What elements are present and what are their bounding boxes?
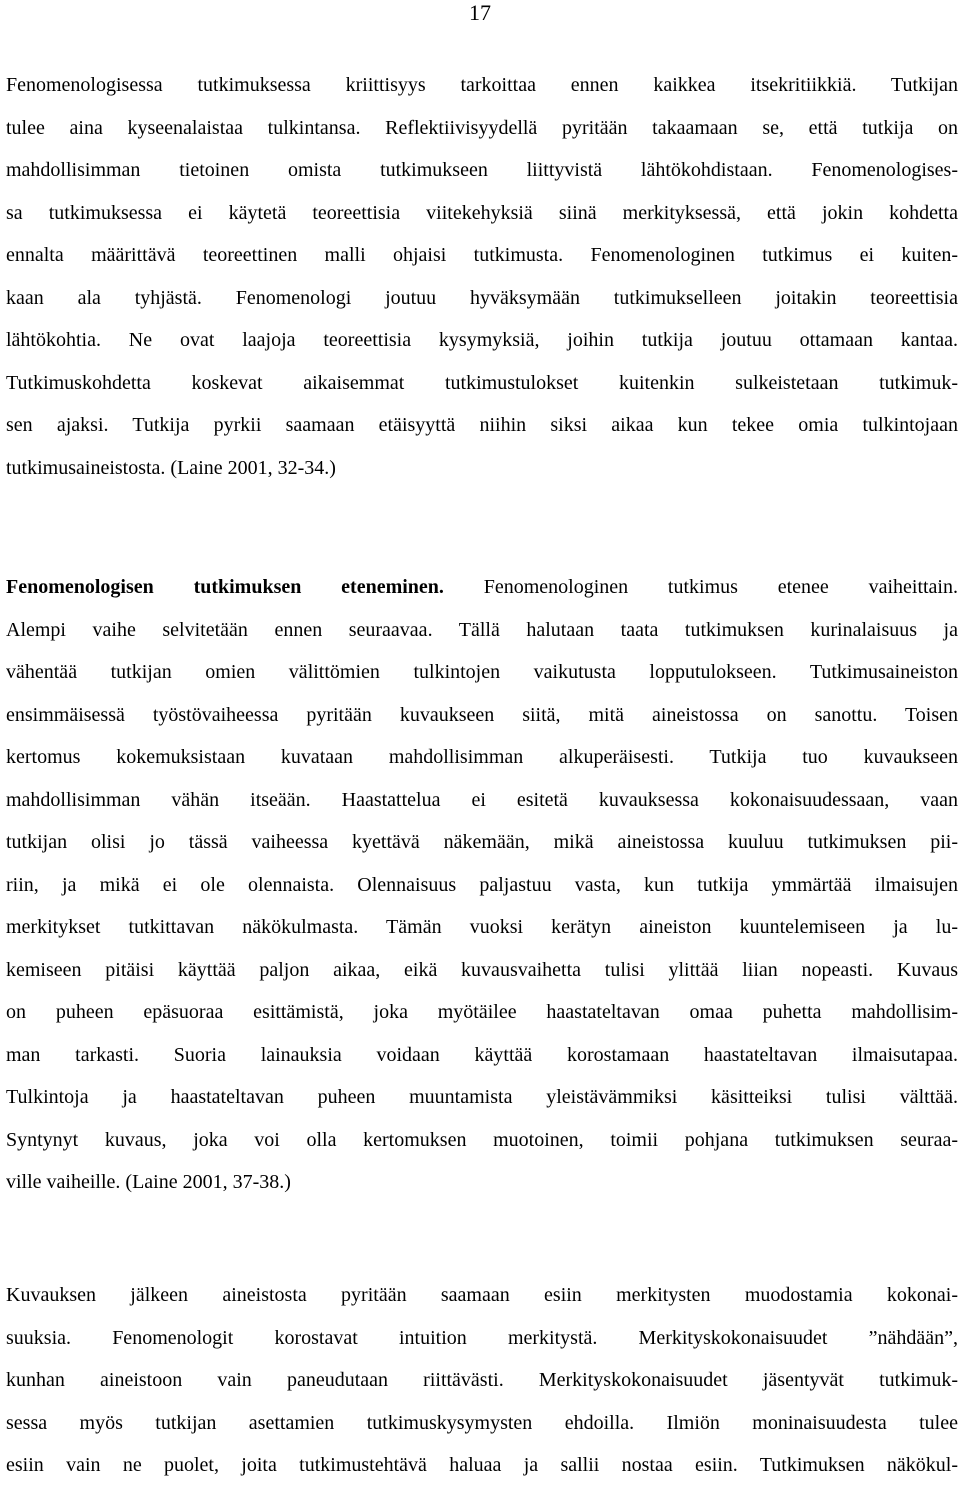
- text-line: suuksia. Fenomenologit korostavat intuition merkitystä. Merkityskokonaisuudet ”nähdään”,: [6, 1326, 958, 1349]
- text-line: kemiseen pitäisi käyttää paljon aikaa, eikä kuvausvaihetta tulisi ylittää liian nopeasti. Kuvaus: [6, 958, 958, 981]
- text-line: lähtökohtia. Ne ovat laajoja teoreettisia kysymyksiä, joihin tutkija joutuu ottamaan kantaa.: [6, 329, 958, 351]
- text-line: vähentää tutkijan omien välittömien tulkintojen vaikutusta lopputulokseen. Tutkimusaineiston: [6, 661, 958, 683]
- text-line: tutkijan olisi jo tässä vaiheessa kyettävä näkemään, mikä aineistossa kuuluu tutkimuksen pii-: [6, 831, 958, 853]
- text-line: Tulkintoja ja haastateltavan puheen muuntamista yleistävämmiksi käsitteiksi tulisi välttää.: [6, 1086, 958, 1108]
- heading-line: [6, 566, 958, 609]
- text-line: ensimmäisessä työstövaiheessa pyritään kuvaukseen siitä, mitä aineistossa on sanottu. Toisen: [6, 703, 958, 726]
- text-line: kertomus kokemuksistaan kuvataan mahdollisimman alkuperäisesti. Tutkija tuo kuvaukseen: [6, 746, 958, 768]
- page-number: 17: [469, 0, 491, 25]
- text-line: tutkimusaineistosta. (Laine 2001, 32-34.): [6, 456, 336, 479]
- text-line: Syntynyt kuvaus, joka voi olla kertomuksen muotoinen, toimii pohjana tutkimuksen seuraa-: [6, 1128, 958, 1151]
- paragraph-research-progress: [6, 566, 958, 1204]
- text-line: ennalta määrittävä teoreettinen malli ohjaisi tutkimusta. Fenomenologinen tutkimus ei kuiten-: [6, 244, 958, 266]
- text-line: kunhan aineistoon vain paneudutaan riittävästi. Merkityskokonaisuudet jäsentyvät tutkimuk-: [6, 1369, 958, 1391]
- text-line: on puheen epäsuoraa esittämistä, joka myötäilee haastateltavan omaa puhetta mahdollisim-: [6, 1001, 958, 1023]
- text-line: Tutkimuskohdetta koskevat aikaisemmat tutkimustulokset kuitenkin sulkeistetaan tutkimuk-: [6, 371, 958, 394]
- paragraph-meaning-wholes: [6, 1274, 958, 1487]
- text-line: merkitykset tutkittavan näkökulmasta. Tämän vuoksi kerätyn aineiston kuuntelemiseen ja lu-: [6, 916, 958, 938]
- text-line: sen ajaksi. Tutkija pyrkii saamaan etäisyyttä niihin siksi aikaa kun tekee omia tulkintojaan: [6, 414, 958, 436]
- text-line: sa tutkimuksessa ei käytetä teoreettisia viitekehyksiä siinä merkityksessä, että jokin kohdetta: [6, 201, 958, 224]
- text-line: sessa myös tutkijan asettamien tutkimuskysymysten ehdoilla. Ilmiön moninaisuudesta tulee: [6, 1411, 958, 1434]
- text-line: ville vaiheille. (Laine 2001, 37-38.): [6, 1171, 291, 1193]
- text-line: riin, ja mikä ei ole olennaista. Olennaisuus paljastuu vasta, kun tutkija ymmärtää ilmaisujen: [6, 873, 958, 896]
- text-line: Kuvauksen jälkeen aineistosta pyritään saamaan esiin merkitysten muodostamia kokonai-: [6, 1284, 958, 1306]
- text-line: tulee aina kyseenalaistaa tulkintansa. Reflektiivisyydellä pyritään takaamaan se, että tutkija on: [6, 116, 958, 139]
- text-line: Fenomenologisessa tutkimuksessa kriittisyys tarkoittaa ennen kaikkea itsekritiikkiä. Tutkijan: [6, 74, 958, 96]
- heading-line-text: Fenomenologinen tutkimus etenee vaiheittain.: [443, 576, 958, 598]
- text-line: kaan ala tyhjästä. Fenomenologi joutuu hyväksymään tutkimukselleen joitakin teoreettisia: [6, 286, 958, 309]
- text-line: esiin vain ne puolet, joita tutkimustehtävä haluaa ja sallii nostaa esiin. Tutkimuksen näkökul-: [6, 1454, 958, 1476]
- text-line: man tarkasti. Suoria lainauksia voidaan käyttää korostamaan haastateltavan ilmaisutapaa.: [6, 1043, 958, 1066]
- section-heading: Fenomenologisen tutkimuksen eteneminen.: [6, 576, 444, 598]
- text-line: Alempi vaihe selvitetään ennen seuraavaa. Tällä halutaan taata tutkimuksen kurinalaisuus ja: [6, 618, 958, 641]
- text-line: mahdollisimman tietoinen omista tutkimukseen liittyvistä lähtökohdistaan. Fenomenologises-: [6, 159, 958, 181]
- text-line: mahdollisimman vähän itseään. Haastattelua ei esitetä kuvauksessa kokonaisuudessaan, vaan: [6, 788, 958, 811]
- paragraph-criticality: [6, 64, 958, 489]
